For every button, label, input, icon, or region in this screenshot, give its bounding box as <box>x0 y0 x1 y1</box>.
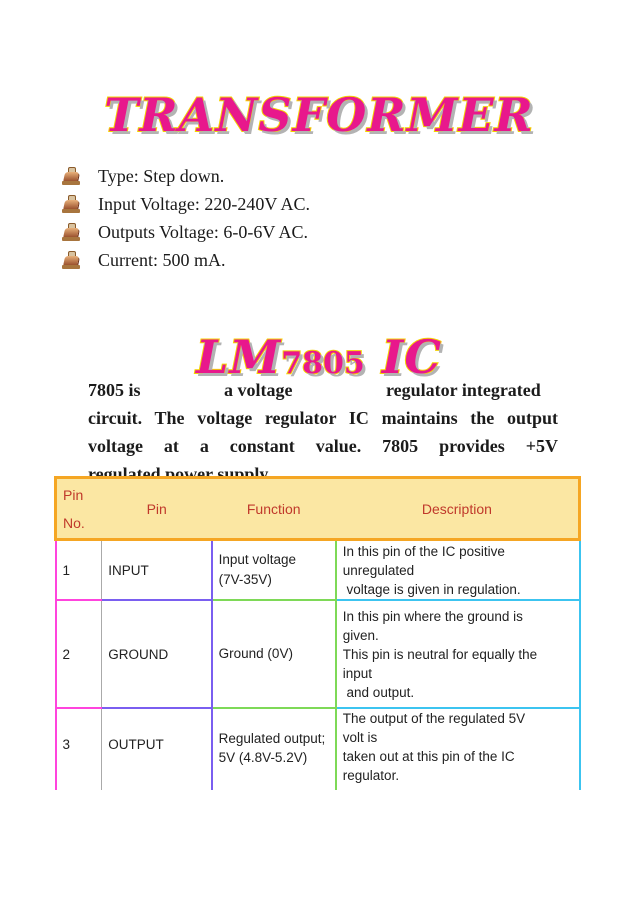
para-line2: circuit. The voltage regulator IC maintains the output <box>88 408 558 428</box>
desc-line: taken out at this pin of the IC <box>342 749 515 764</box>
desc-line: given. <box>342 627 379 643</box>
table-header-row <box>56 478 580 540</box>
cell-function <box>212 600 336 708</box>
header-no-text: No. <box>63 514 85 531</box>
header-function: Function <box>212 478 336 540</box>
cell-description <box>336 600 580 708</box>
cell-pin: OUTPUT <box>102 708 212 790</box>
spec-type: Type: Step down. <box>98 165 225 186</box>
para-line1-c: regulator integrated <box>386 380 541 400</box>
header-description: Description <box>336 478 580 540</box>
desc-line: The output of the regulated 5V <box>342 711 526 726</box>
function-line: Input voltage <box>218 552 296 567</box>
cell-pin-no: 2 <box>56 600 102 708</box>
cell-function <box>212 708 336 790</box>
function-line: 5V (4.8V-5.2V) <box>218 750 308 765</box>
header-pin: Pin <box>102 478 212 540</box>
heading-number: 7805 <box>281 346 365 381</box>
cell-description <box>336 708 580 790</box>
desc-line: In this pin where the ground is <box>342 608 523 624</box>
para-line1-b: a voltage <box>224 380 293 400</box>
cell-pin-no: 3 <box>56 708 102 790</box>
cell-pin: GROUND <box>102 600 212 708</box>
desc-line: and output. <box>342 684 415 700</box>
desc-line: In this pin of the IC positive <box>342 543 505 559</box>
desc-line: This pin is neutral for equally the <box>342 646 538 662</box>
list-item <box>58 246 310 274</box>
function-line: Regulated output; <box>218 731 326 746</box>
transformer-spec-list <box>58 162 310 274</box>
para-line1-a: 7805 is <box>88 380 141 400</box>
transistor-icon <box>58 249 82 271</box>
function-line: (7V-35V) <box>218 572 272 587</box>
table-row <box>56 708 580 790</box>
desc-line: regulator. <box>342 768 400 783</box>
desc-line: unregulated <box>342 562 415 578</box>
desc-line: volt is <box>342 730 378 745</box>
cell-pin-no: 1 <box>56 540 102 601</box>
lm7805-description <box>88 376 558 488</box>
desc-line: voltage is given in regulation. <box>342 581 521 597</box>
para-line3: voltage at a constant value. 7805 provides +5V <box>88 436 558 456</box>
heading-prefix: LM <box>196 330 282 384</box>
spec-input-voltage: Input Voltage: 220-240V AC. <box>98 193 311 214</box>
desc-line: input <box>342 665 373 681</box>
list-item <box>58 190 310 218</box>
header-pin-text: Pin <box>63 486 84 503</box>
cell-description <box>336 540 580 601</box>
pin-table <box>54 476 581 790</box>
transistor-icon <box>58 193 82 215</box>
table-row <box>56 540 580 601</box>
spec-current: Current: 500 mA. <box>98 249 226 270</box>
header-pin-no <box>56 478 102 540</box>
list-item <box>58 218 310 246</box>
transistor-icon <box>58 221 82 243</box>
spec-output-voltage: Outputs Voltage: 6-0-6V AC. <box>98 221 309 242</box>
list-item <box>58 162 310 190</box>
para-line4: regulated power supply. <box>88 464 272 484</box>
cell-function <box>212 540 336 601</box>
transistor-icon <box>58 165 82 187</box>
table-row <box>56 600 580 708</box>
cell-pin: INPUT <box>102 540 212 601</box>
transformer-heading: TRANSFORMER <box>104 88 534 142</box>
function-line: Ground (0V) <box>218 646 293 661</box>
heading-suffix: IC <box>381 330 442 384</box>
